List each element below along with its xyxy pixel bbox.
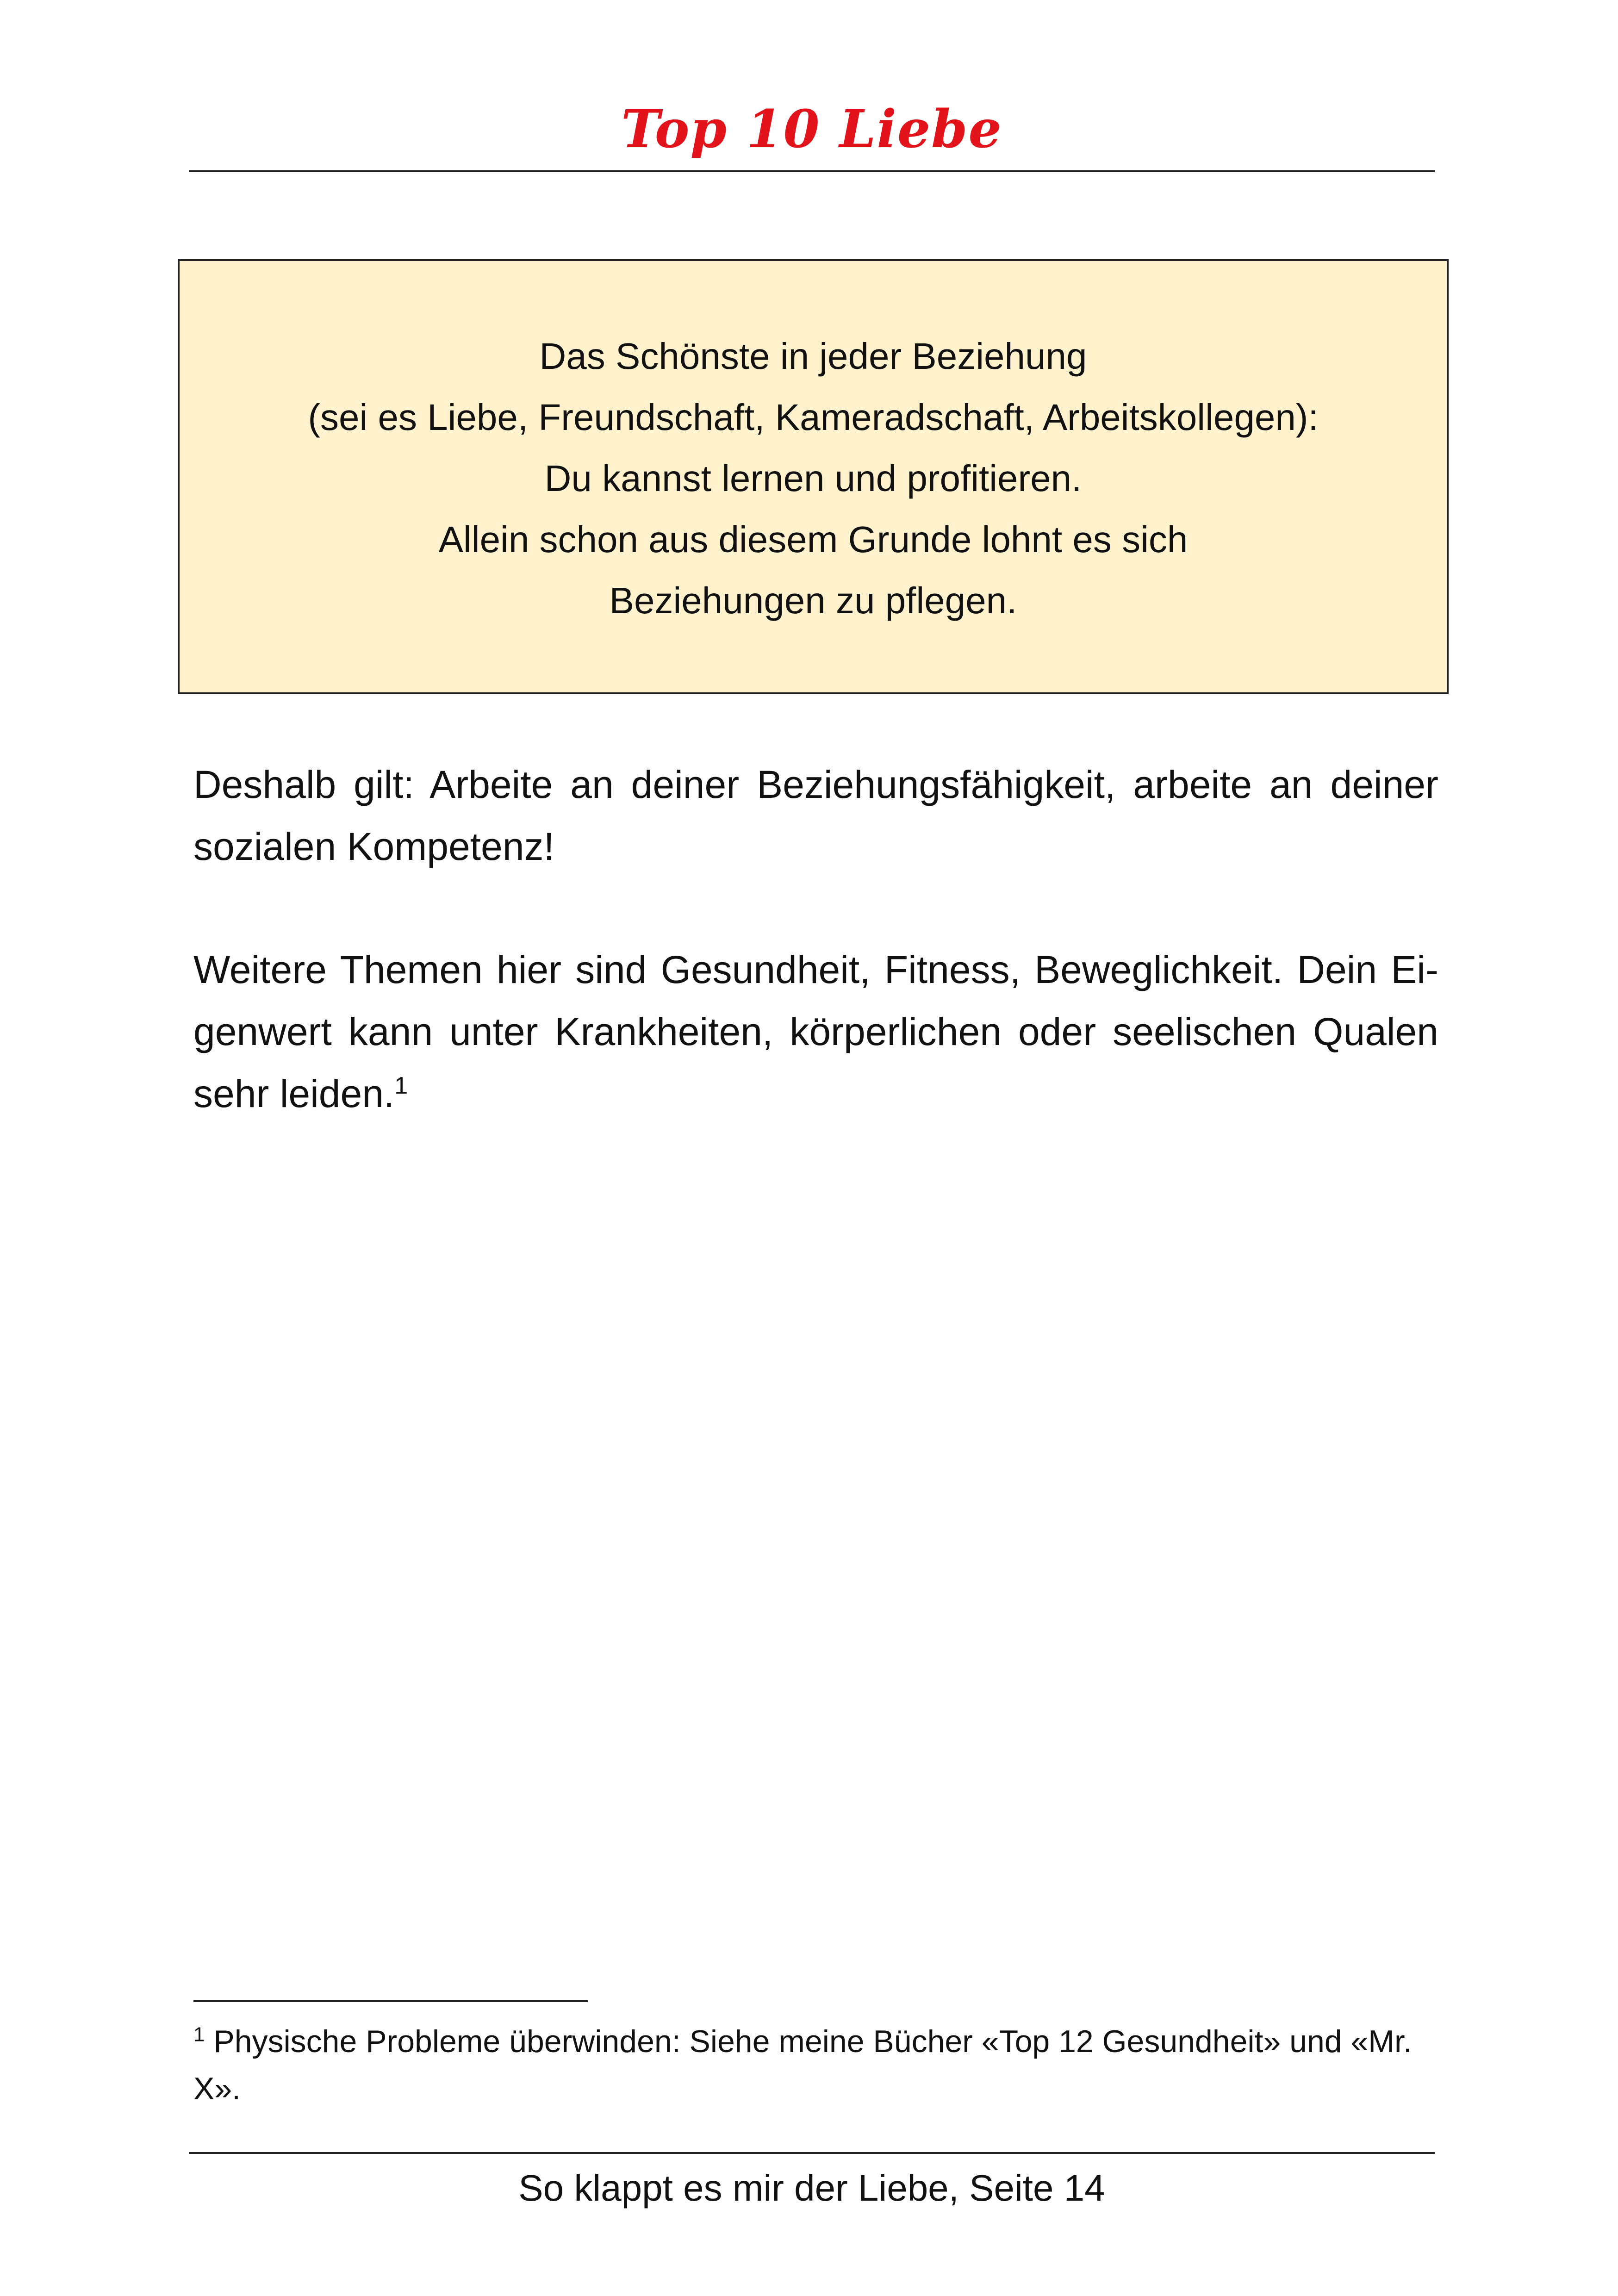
quote-line: Beziehungen zu pflegen. — [609, 580, 1017, 621]
body-paragraph-1-text: Deshalb gilt: Arbeite an deiner Beziehungsfähigkeit, arbeite an deiner sozialen Kompetenz! — [193, 763, 1438, 868]
footer-divider — [189, 2152, 1435, 2154]
page-header-title: Top 10 Liebe — [621, 99, 1002, 160]
header-divider — [189, 170, 1435, 172]
body-paragraph-2-text: Weitere Themen hier sind Gesundheit, Fitness, Beweglichkeit. Dein Eigenwert kann unter Krankheiten, körperlichen oder seelischen Qualen sehr leiden. — [193, 948, 1438, 1115]
footnote-number: 1 — [193, 2023, 205, 2046]
quote-line: Das Schönste in jeder Beziehung — [539, 336, 1087, 377]
footnote-reference[interactable]: 1 — [394, 1072, 408, 1099]
footnote-text: Physische Probleme überwinden: Siehe meine Bücher «Top 12 Gesundheit» und «Mr. X». — [193, 2024, 1412, 2106]
body-paragraph-1 — [193, 753, 1438, 877]
highlight-quote-box — [178, 259, 1449, 694]
footnote — [193, 2018, 1438, 2112]
body-paragraph-2 — [193, 939, 1438, 1125]
page-footer: So klappt es mir der Liebe, Seite 14 — [518, 2167, 1105, 2209]
quote-line: Allein schon aus diesem Grunde lohnt es sich — [438, 519, 1188, 560]
footnote-divider — [193, 2000, 588, 2002]
quote-line: Du kannst lernen und profitieren. — [544, 458, 1082, 499]
quote-line: (sei es Liebe, Freundschaft, Kameradschaft, Arbeitskollegen): — [308, 397, 1319, 438]
